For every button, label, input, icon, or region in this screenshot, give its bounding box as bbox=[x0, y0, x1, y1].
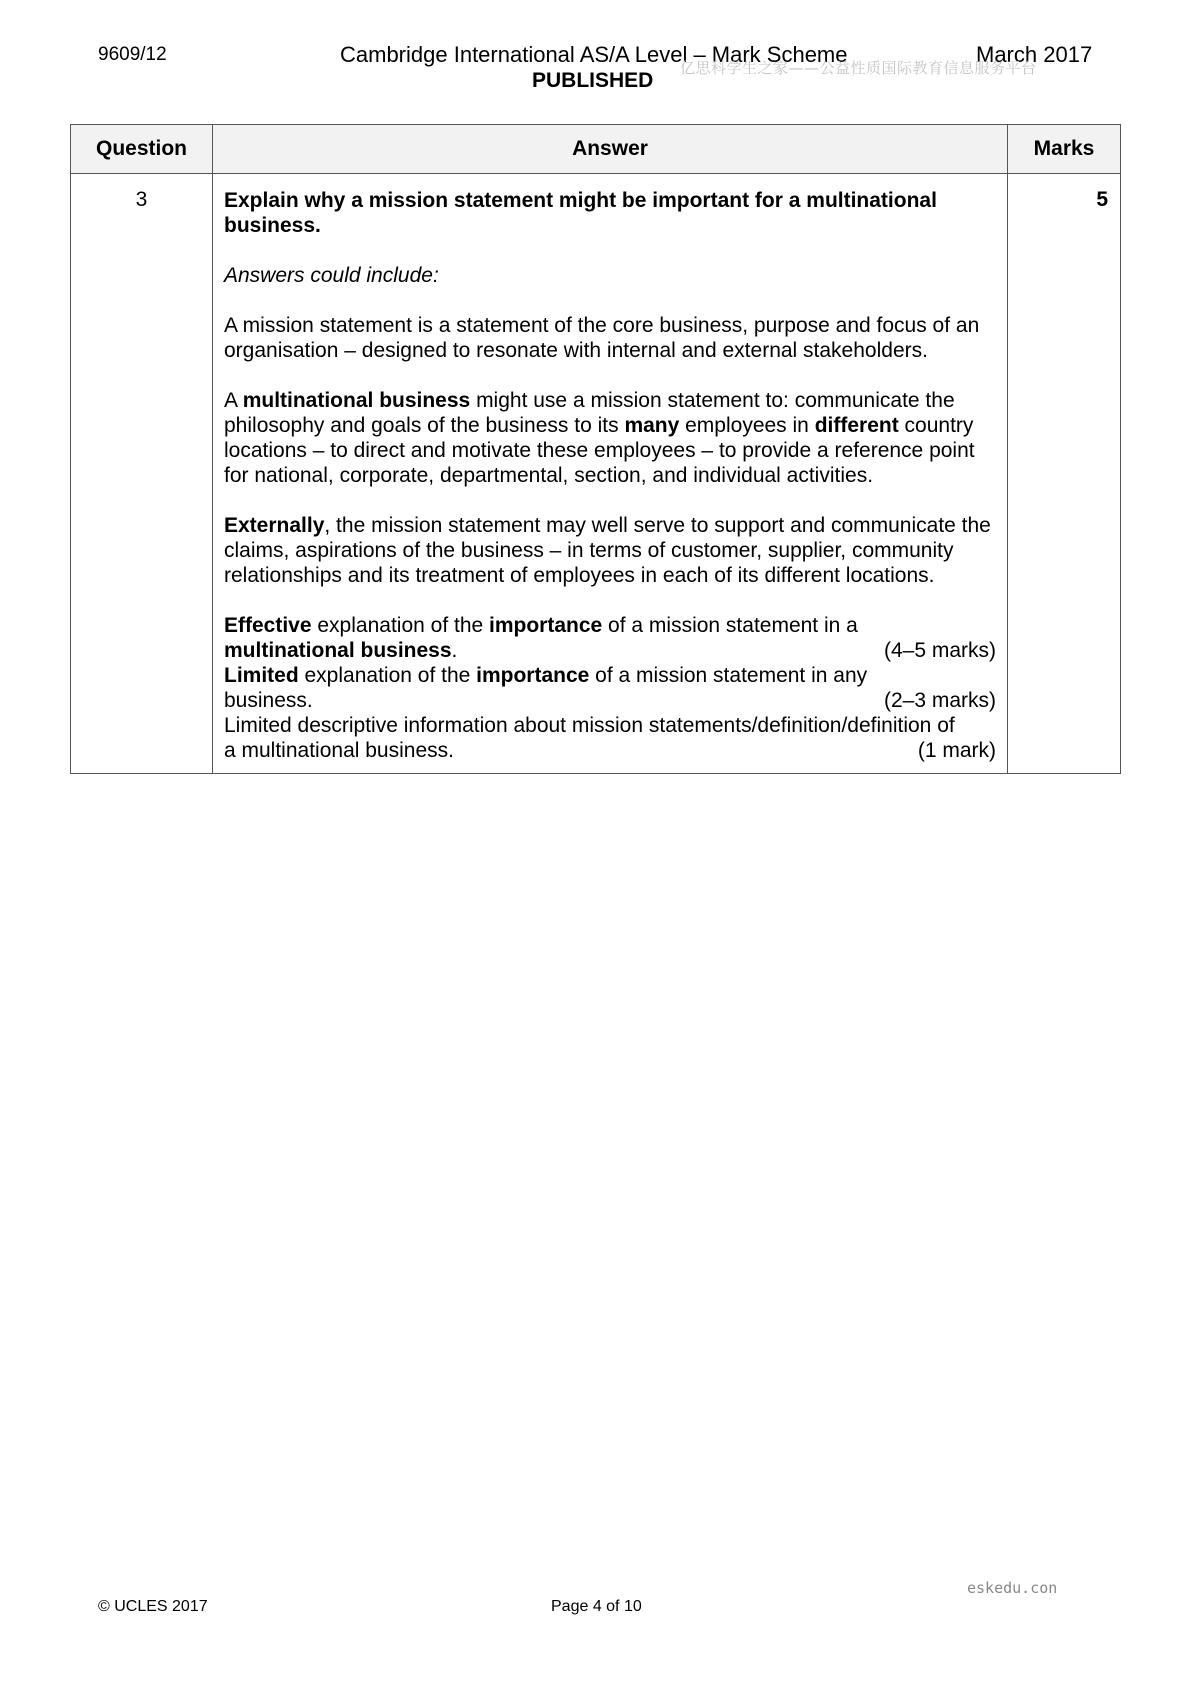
watermark-text: 亿思科学生之家——公益性质国际教育信息服务平台 bbox=[680, 59, 1037, 77]
page-number: Page 4 of 10 bbox=[551, 1598, 642, 1615]
question-number: 3 bbox=[71, 174, 213, 774]
level-marks: (1 mark) bbox=[917, 739, 996, 762]
answers-intro: Answers could include: bbox=[224, 264, 439, 287]
column-header-answer: Answer bbox=[213, 125, 1008, 174]
answer-cell bbox=[213, 174, 1008, 774]
column-header-marks: Marks bbox=[1008, 125, 1121, 174]
footer-copyright: © UCLES 2017 bbox=[98, 1598, 208, 1615]
level-marks: (4–5 marks) bbox=[883, 639, 996, 662]
footer-site-text: eskedu.con bbox=[967, 1579, 1058, 1597]
question-text: Explain why a mission statement might be important for a multinational business. bbox=[224, 189, 937, 237]
definition-paragraph: A mission statement is a statement of the core business, purpose and focus of an organisation – designed to resonate with internal and external stakeholders. bbox=[224, 314, 980, 362]
level-descriptive: Limited descriptive information about mission statements/definition/definition of a multinational business. (1 mark) bbox=[224, 714, 996, 762]
question-marks: 5 bbox=[1008, 174, 1121, 774]
table-row bbox=[71, 174, 1121, 774]
multinational-paragraph: A multinational business might use a mission statement to: communicate the philosophy and goals of the business to its many employees in different country locations – to direct and motivate these employees – to provide a reference point for national, corporate, departmental, section, and individual activities. bbox=[224, 389, 975, 487]
document-code: 9609/12 bbox=[98, 44, 167, 65]
level-limited: Limited explanation of the importance of a mission statement in any business. (2–3 marks) bbox=[224, 664, 996, 712]
document-date: March 2017 bbox=[976, 42, 1093, 67]
external-paragraph: Externally, the mission statement may well serve to support and communicate the claims, aspirations of the business – in terms of customer, supplier, community relationships and its treatment of employees in each of its different locations. bbox=[224, 514, 991, 587]
table-header-row bbox=[71, 125, 1121, 174]
document-title: Cambridge International AS/A Level – Mark Scheme bbox=[340, 42, 848, 67]
level-marks: (2–3 marks) bbox=[883, 689, 996, 712]
column-header-question: Question bbox=[71, 125, 213, 174]
published-label: PUBLISHED bbox=[532, 69, 654, 92]
mark-scheme-table bbox=[70, 124, 1121, 774]
level-effective: Effective explanation of the importance of a mission statement in a multinational business. (4–5 marks) bbox=[224, 614, 996, 662]
levels-of-response bbox=[224, 613, 996, 763]
